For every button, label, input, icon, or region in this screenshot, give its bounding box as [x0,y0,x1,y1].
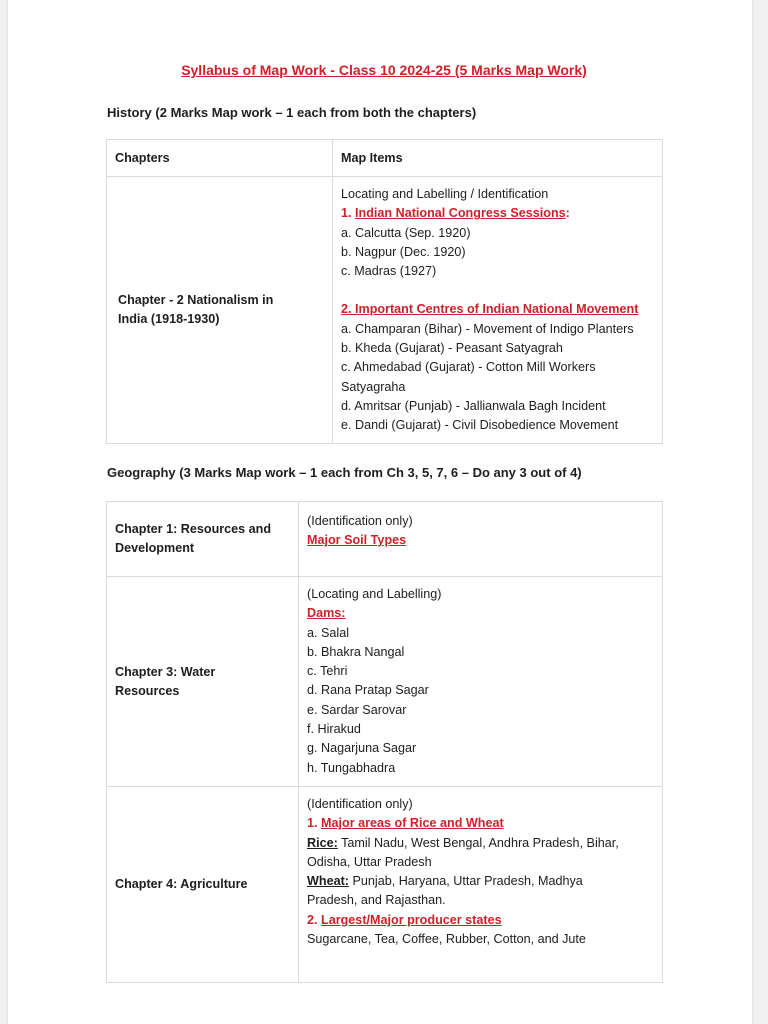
list-item: b. Bhakra Nangal [307,644,405,659]
chapters-column-header: Chapters [107,140,333,177]
list-item: Satyagraha [341,379,406,394]
geography-row-ch3 [107,577,663,787]
chapter-cell [107,177,333,444]
history-table [106,139,663,444]
history-header-row [107,140,663,177]
chapter-name: Chapter 3: Water Resources [115,664,216,698]
chapter-cell [107,577,299,787]
section-heading: 1. Major areas of Rice and Wheat [307,816,504,831]
chapter-name: Chapter 4: Agriculture [115,877,248,891]
list-item: d. Amritsar (Punjab) - Jallianwala Bagh Incident [341,398,606,413]
chapter-cell [107,502,299,577]
rice-line: Rice: Tamil Nadu, West Bengal, Andhra Pradesh, Bihar, [307,835,619,850]
section-heading: 2. Largest/Major producer states [307,912,502,927]
list-item: f. Hirakud [307,722,361,737]
list-item: a. Calcutta (Sep. 1920) [341,225,471,240]
list-item: c. Ahmedabad (Gujarat) - Cotton Mill Workers [341,360,596,375]
list-item: g. Nagarjuna Sagar [307,741,417,756]
producer-list: Sugarcane, Tea, Coffee, Rubber, Cotton, and Jute [307,932,586,947]
wheat-line-cont: Pradesh, and Rajasthan. [307,893,446,908]
list-item: b. Nagpur (Dec. 1920) [341,244,466,259]
chapter-name: Chapter - 2 Nationalism in India (1918-1930) [118,293,274,326]
note-text: (Locating and Labelling) [307,587,442,601]
rice-line-cont: Odisha, Uttar Pradesh [307,854,432,869]
note-text: (Identification only) [307,514,413,528]
section-heading: Major Soil Types [307,533,407,548]
map-items-cell [333,177,663,444]
chapter-name: Chapter 1: Resources and Development [115,522,272,555]
list-item: c. Madras (1927) [341,264,437,279]
geography-row-ch4 [107,787,663,983]
document-title: Syllabus of Map Work - Class 10 2024-25 (5 Marks Map Work) [181,62,587,78]
list-item: e. Sardar Sarovar [307,702,407,717]
note-text: (Identification only) [307,797,413,811]
map-items-cell [299,577,663,787]
map-items-column-header: Map Items [333,140,663,177]
list-item: b. Kheda (Gujarat) - Peasant Satyagrah [341,341,563,356]
list-item: h. Tungabhadra [307,760,396,775]
section-heading: 1. Indian National Congress Sessions: [341,206,570,221]
history-heading: History (2 Marks Map work – 1 each from both the chapters) [107,105,477,120]
chapter-cell [107,787,299,983]
geography-row-ch1 [107,502,663,577]
list-item: c. Tehri [307,664,348,679]
list-item: d. Rana Pratap Sagar [307,683,429,698]
intro-text: Locating and Labelling / Identification [341,187,549,201]
map-items-cell [299,502,663,577]
list-item: a. Champaran (Bihar) - Movement of Indigo Planters [341,321,634,336]
list-item: a. Salal [307,625,350,640]
section-heading: 2. Important Centres of Indian National Movement [341,302,639,317]
history-row [107,177,663,444]
list-item: e. Dandi (Gujarat) - Civil Disobedience Movement [341,418,619,433]
geography-table [106,501,663,983]
geography-heading: Geography (3 Marks Map work – 1 each from Ch 3, 5, 7, 6 – Do any 3 out of 4) [107,465,582,480]
wheat-line: Wheat: Punjab, Haryana, Uttar Pradesh, Madhya [307,874,583,889]
section-heading: Dams: [307,606,346,621]
map-items-cell [299,787,663,983]
